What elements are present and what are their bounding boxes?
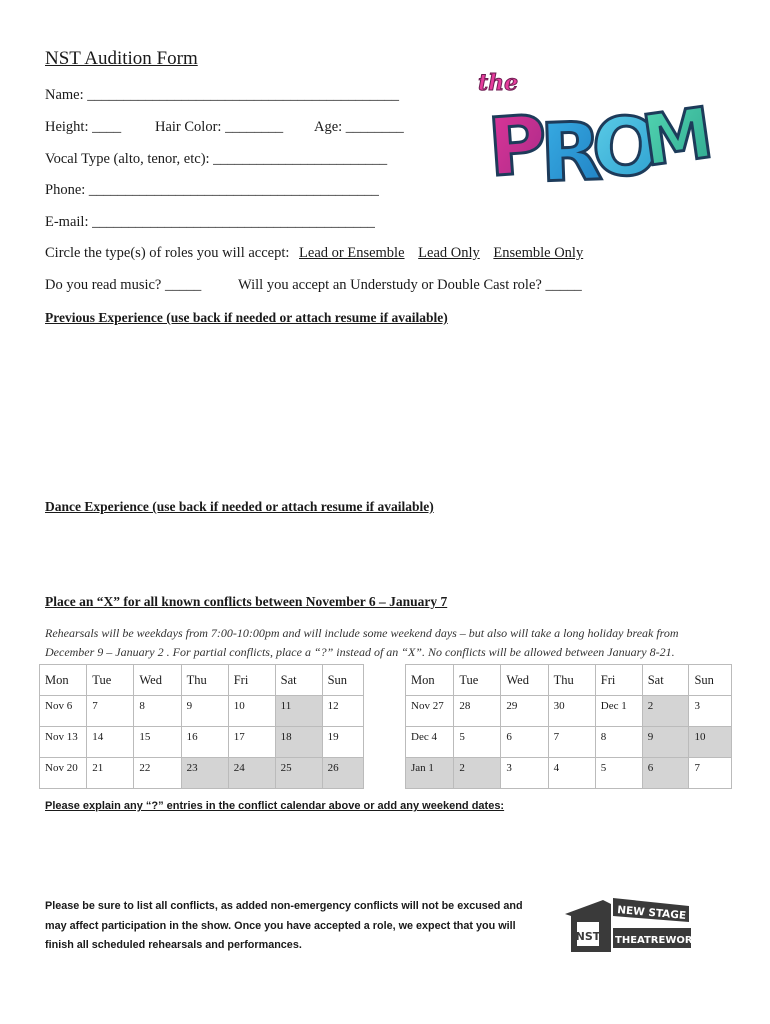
calendar-cell-weekend[interactable]: 12 [322, 696, 363, 727]
header-mon: Mon [40, 665, 87, 696]
calendar-cell-weekend[interactable]: 18 [275, 727, 322, 758]
hair-color-field[interactable]: Hair Color: ________ [155, 119, 284, 135]
logo-letter-o: O [589, 98, 663, 196]
calendar-cell[interactable]: 8 [595, 727, 642, 758]
calendar-cell[interactable]: 2 [454, 758, 501, 789]
understudy-field[interactable]: Will you accept an Understudy or Double Cast role? _____ [238, 277, 582, 293]
calendar-cell[interactable]: 23 [181, 758, 228, 789]
calendar-cell[interactable]: 7 [87, 696, 134, 727]
header-sat: Sat [642, 665, 689, 696]
conflict-calendar-december [405, 664, 732, 789]
conflicts-heading: Place an “X” for all known conflicts between November 6 – January 7 [45, 594, 448, 609]
header-wed: Wed [501, 665, 548, 696]
conflict-calendar-november [39, 664, 364, 789]
header-sun: Sun [689, 665, 732, 696]
calendar-cell-weekend[interactable]: 3 [689, 696, 732, 727]
header-tue: Tue [454, 665, 501, 696]
calendar-cell-weekend[interactable]: 19 [322, 727, 363, 758]
phone-field[interactable]: Phone: ________________________________________ [45, 182, 379, 198]
calendar-cell[interactable]: 14 [87, 727, 134, 758]
header-tue: Tue [87, 665, 134, 696]
calendar-cell[interactable]: 29 [501, 696, 548, 727]
logo-monogram: NST [575, 930, 601, 943]
rehearsal-note: Rehearsals will be weekdays from 7:00-10:00pm and will include some weekend days – but also will take a long holiday break from December 9 – January 2 . For partial conflicts, place a “?” instead of an “X”. No conflicts will be allowed between January 8-21. [45, 626, 679, 659]
calendar-cell[interactable]: Nov 6 [40, 696, 87, 727]
the-prom-logo [470, 62, 718, 200]
vocal-type-field[interactable]: Vocal Type (alto, tenor, etc): ________________________ [45, 151, 388, 167]
calendar-cell[interactable]: 28 [454, 696, 501, 727]
calendar-cell-weekend[interactable]: 10 [689, 727, 732, 758]
calendar-cell[interactable]: Dec 1 [595, 696, 642, 727]
calendar-header-row [40, 665, 364, 696]
calendar-row [40, 758, 364, 789]
logo-theatreworks-text: THEATREWORKS [615, 935, 708, 946]
calendar-cell[interactable]: 3 [501, 758, 548, 789]
calendar-cell[interactable]: 5 [595, 758, 642, 789]
explain-conflicts-heading: Please explain any “?” entries in the conflict calendar above or add any weekend dates: [45, 800, 505, 812]
calendar-cell-weekend[interactable]: 25 [275, 758, 322, 789]
age-field[interactable]: Age: ________ [314, 119, 404, 135]
calendar-row [40, 727, 364, 758]
calendar-cell[interactable]: 21 [87, 758, 134, 789]
calendar-cell[interactable]: Nov 20 [40, 758, 87, 789]
calendar-cell[interactable]: Jan 1 [406, 758, 454, 789]
calendar-cell[interactable]: Nov 13 [40, 727, 87, 758]
previous-experience-heading: Previous Experience (use back if needed or attach resume if available) [45, 310, 448, 325]
logo-the-text: the [478, 70, 519, 96]
logo-letter-r: R [538, 104, 604, 200]
height-field[interactable]: Height: ____ [45, 119, 122, 135]
header-sun: Sun [322, 665, 363, 696]
calendar-cell[interactable]: 5 [454, 727, 501, 758]
new-stage-theatreworks-logo [565, 892, 708, 954]
calendar-cell[interactable]: 30 [548, 696, 595, 727]
header-sat: Sat [275, 665, 322, 696]
calendar-cell[interactable]: 22 [134, 758, 181, 789]
header-fri: Fri [228, 665, 275, 696]
role-option-lead-or-ensemble[interactable]: Lead or Ensemble [299, 245, 405, 261]
calendar-cell-weekend[interactable]: 9 [642, 727, 689, 758]
calendar-cell[interactable]: 17 [228, 727, 275, 758]
calendar-cell[interactable]: 6 [501, 727, 548, 758]
calendar-cell[interactable]: 16 [181, 727, 228, 758]
header-thu: Thu [548, 665, 595, 696]
roles-line [45, 245, 583, 262]
logo-new-stage-text: NEW STAGE [616, 904, 687, 923]
header-mon: Mon [406, 665, 454, 696]
role-option-lead-only[interactable]: Lead Only [418, 245, 480, 261]
calendar-row [406, 758, 732, 789]
calendar-cell[interactable]: 7 [548, 727, 595, 758]
logo-letter-m: M [637, 91, 718, 183]
calendar-header-row [406, 665, 732, 696]
header-thu: Thu [181, 665, 228, 696]
header-fri: Fri [595, 665, 642, 696]
calendar-row [40, 696, 364, 727]
role-option-ensemble-only[interactable]: Ensemble Only [493, 245, 584, 261]
calendar-cell-weekend[interactable]: 7 [689, 758, 732, 789]
logo-letter-p: P [485, 97, 551, 195]
calendar-cell[interactable]: 10 [228, 696, 275, 727]
conflict-policy-note: Please be sure to list all conflicts, as added non-emergency conflicts will not be excused and may affect participation in the show. Once you have accepted a role, we expect that you will finish all scheduled rehearsals and performances. [45, 900, 523, 951]
calendar-cell[interactable]: Nov 27 [406, 696, 454, 727]
calendar-cell[interactable]: Dec 4 [406, 727, 454, 758]
calendar-cell[interactable]: 8 [134, 696, 181, 727]
calendar-cell[interactable]: 24 [228, 758, 275, 789]
read-music-field[interactable]: Do you read music? _____ [45, 277, 202, 293]
dance-experience-heading: Dance Experience (use back if needed or attach resume if available) [45, 499, 434, 514]
calendar-cell[interactable]: 15 [134, 727, 181, 758]
email-field[interactable]: E-mail: _______________________________________ [45, 214, 375, 230]
header-wed: Wed [134, 665, 181, 696]
form-title: NST Audition Form [45, 48, 198, 69]
calendar-row [406, 696, 732, 727]
calendar-cell-weekend[interactable]: 6 [642, 758, 689, 789]
calendar-cell-weekend[interactable]: 2 [642, 696, 689, 727]
calendar-row [406, 727, 732, 758]
name-field[interactable]: Name: ___________________________________________ [45, 87, 400, 103]
roles-label: Circle the type(s) of roles you will accept: [45, 245, 290, 261]
calendar-cell[interactable]: 9 [181, 696, 228, 727]
calendar-cell-weekend[interactable]: 26 [322, 758, 363, 789]
calendar-cell-weekend[interactable]: 11 [275, 696, 322, 727]
calendar-cell[interactable]: 4 [548, 758, 595, 789]
